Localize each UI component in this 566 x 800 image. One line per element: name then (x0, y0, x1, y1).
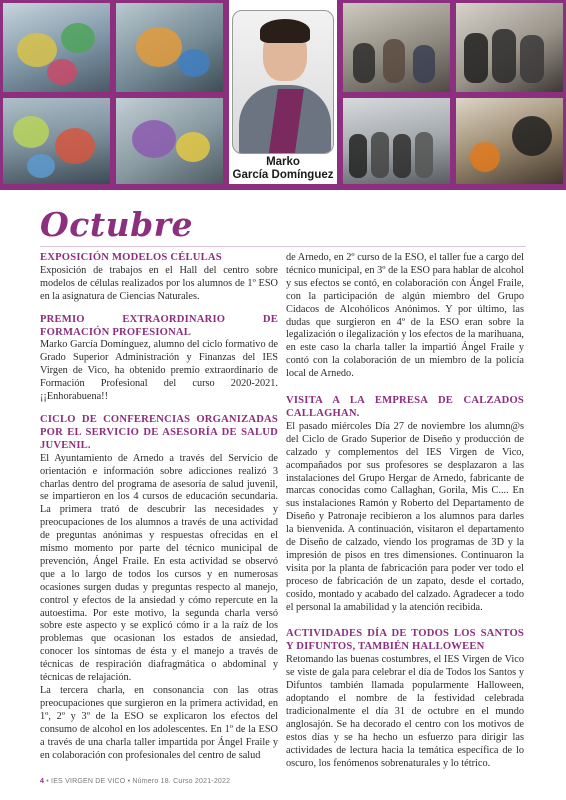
cell-models-photo-3 (0, 95, 113, 190)
student-portrait-photo (232, 10, 334, 154)
section-halloween (286, 628, 524, 770)
section-title: CICLO DE CONFERENCIAS ORGANIZADAS POR EL SERVICIO DE ASESORÍA DE SALUD JUVENIL. (40, 413, 278, 451)
cell-models-photo-2 (113, 0, 226, 95)
section-health-conferences (40, 414, 278, 762)
cell-models-photo-1 (0, 0, 113, 95)
section-paragraph: El pasado miércoles Día 27 de noviembre los alumn@s del Ciclo de Grado Superior de Diseño y producción de calzado y complementos del IES Virgen de Vico, acompañados por sus profesores se desplazaron a las instalaciones del Grupo Hergar de Arnedo, fabricante de marcas conocidas como Callaghan, Gorila, Mis C.... En sus instalaciones Ramón y Roberto del Departamento de Diseño y Patronaje recibieron a los alumnos para darles la bienvenida. A continuación, visitaron el departamento de Diseño de calzado, viendo los programas de 3D y la impresión de pisos en tres dimensiones. Continuaron la visita por la planta de fabricación para poder ver todo el proceso de fabricación de un zapato, desde el cortado, cosido, montado y acabado del calzado. Agradecer a todo el personal la amabilidad y la atención recibida. (286, 420, 524, 613)
section-cell-models (40, 252, 278, 304)
section-paragraph: Retomando las buenas costumbres, el IES Virgen de Vico se viste de gala para celebrar el día de Todos los Santos y Difuntos también llamada popularmente Halloween, adoptando el nombre de la festividad celebrada tradicionalmente el día 31 de octubre en el mundo anglosajón. Se ha decorado el centro con los motivos de estos días y se ha hecho un esfuerzo para dirigir las actividades de lectura hacia la temática específica de lo oscuro, los fenómenos sobrenaturales y lo tétrico. (286, 654, 524, 769)
halloween-group-photo (453, 0, 566, 95)
section-paragraph: El Ayuntamiento de Arnedo a través del Servicio de orientación e información sobre adicciones realizó 3 charlas dentro del programa de asesoría de salud juvenil, se impartieron en los 4 cursos de educación secundaria. La primera trató de descubrir las necesidades y preocupaciones de los alumnos a través de una actividad de preguntas anónimas y respuestas ofrecidas en el mismo momento por parte del técnico municipal de prevención, Ángel Fraile. En esta actividad se observó que a lo largo de todos los cursos y en numerosas ocasiones surgen dudas y preguntas respecto al manejo, control y efectos de la ansiedad y cómo repercute en la autoestima. Por este motivo, la segunda charla versó sobre este aspecto y se explicó cómo ir a la raíz de los problemas que ocasionan los estados de ansiedad, conocer los síntomas de ésta y el manejo a través de técnicas de respiración diafragmática o abdominal y técnicas de relajación. (40, 452, 278, 684)
section-paragraph: La tercera charla, en consonancia con las otras preocupaciones que surgieron en la primera actividad, en 1º, 2º y 3º de la ESO se explicaron los efectos del consumo de alcohol en los adolescentes. En 1º de la ESO a través de una charla taller impartida por Ángel Fraile y en colaboración con profesionales del centro de salud (40, 685, 278, 761)
collage-bottom-band (0, 184, 566, 190)
section-paragraph: Exposición de trabajos en el Hall del centro sobre modelos de células realizados por los alumnos de 1º ESO en la asignatura de Ciencias Naturales. (40, 264, 278, 302)
right-column (286, 252, 524, 770)
conference-photo (340, 0, 453, 95)
halloween-decor-photo (453, 95, 566, 190)
company-visit-photo (340, 95, 453, 190)
page-number: 4 (40, 778, 45, 785)
section-title: VISITA A LA EMPRESA DE CALZADOS CALLAGHAN. (286, 395, 524, 419)
title-divider (40, 246, 526, 247)
section-title: EXPOSICIÓN MODELOS CÉLULAS (40, 252, 222, 263)
portrait-caption-line-1: Marko (266, 156, 300, 168)
month-title: Octubre (40, 205, 194, 244)
section-paragraph: de Arnedo, en 2º curso de la ESO, el taller fue a cargo del técnico municipal, en 3º de la ESO para hablar de alcohol y sus efectos se contó, en colaboración con Ángel Fraile, con la participación de algún miembro del Grupo Cidacos de Alcohólicos Anónimos. Y por último, las dudas que surgieron en 4º de la ESO eran sobre la legalización o ilegalización y los efectos de la marihuana, en este caso la charla taller la impartió Ángel Fraile y contó con la colaboración de un miembro de la policía local de Arnedo. (286, 252, 524, 380)
section-callaghan-visit (286, 395, 524, 614)
cell-models-photo-4 (113, 95, 226, 190)
photo-collage (0, 0, 566, 190)
portrait-caption-line-2: García Domínguez (232, 169, 334, 181)
section-health-conferences-continued (286, 252, 524, 381)
portrait-caption (226, 156, 340, 182)
section-paragraph: Marko García Domínguez, alumno del ciclo formativo de Grado Superior Administración y Finanzas del IES Virgen de Vico, ha obtenido premio extraordinario de Formación Profesional del curso 2020-2021. ¡¡Enhorabuena!! (40, 339, 278, 403)
section-fp-award (40, 314, 278, 404)
page-footer (40, 778, 230, 785)
section-title: PREMIO EXTRAORDINARIO DE FORMACIÓN PROFESIONAL (40, 313, 278, 338)
footer-text: • IES VIRGEN DE VICO • Número 18. Curso 2021-2022 (46, 778, 231, 785)
left-column (40, 252, 278, 762)
section-title: ACTIVIDADES DÍA DE TODOS LOS SANTOS Y DIFUNTOS, TAMBIÉN HALLOWEEN (286, 628, 524, 653)
